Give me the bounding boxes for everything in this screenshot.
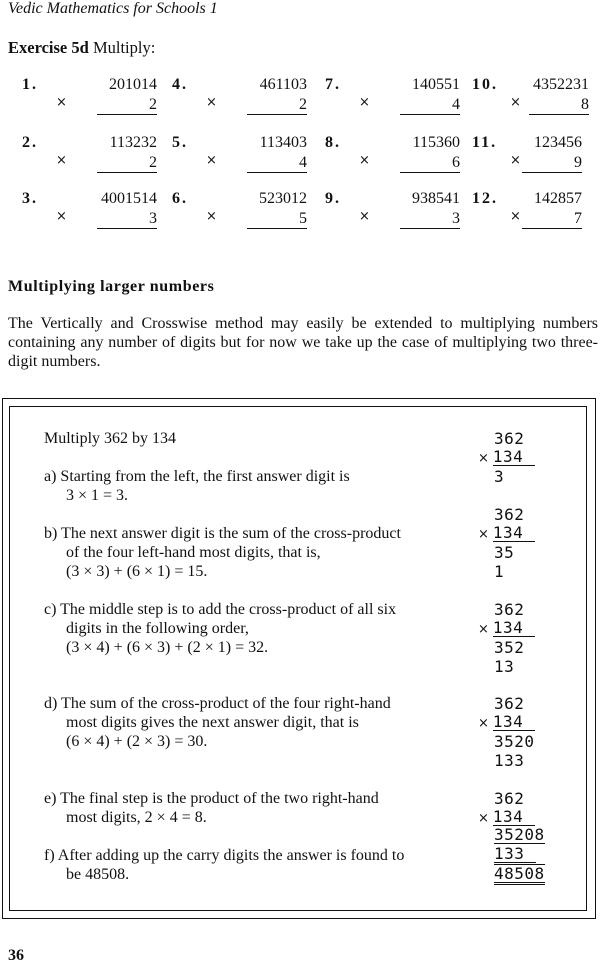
problem-multiplicand: 201014	[109, 76, 157, 93]
times-sign: ×	[359, 95, 370, 110]
problem-multiplicand: 113403	[259, 134, 307, 151]
problem-multiplicand: 4352231	[533, 76, 589, 93]
problem-multiplier: 2	[97, 95, 157, 115]
step-f-line-1: f) After adding up the carry digits the answer is found to	[44, 847, 405, 864]
work-e-result: 35208	[494, 825, 545, 844]
problem-number: 4.	[172, 76, 188, 93]
problem-12	[472, 190, 582, 240]
problem-number: 7.	[325, 76, 341, 93]
step-b-line-2: of the four left-hand most digits, that is,	[66, 544, 321, 561]
times-sign: ×	[478, 451, 489, 466]
times-sign: ×	[478, 716, 489, 731]
problem-3	[22, 190, 157, 240]
times-sign: ×	[206, 209, 217, 224]
work-c-row	[478, 619, 535, 639]
work-c-multiplicand: 362	[494, 600, 525, 619]
times-sign: ×	[206, 95, 217, 110]
problem-multiplicand: 938541	[412, 190, 460, 207]
times-sign: ×	[56, 209, 67, 224]
work-d-multiplier: 134	[493, 713, 535, 731]
exercise-title: Exercise 5d	[8, 38, 89, 57]
problem-7	[325, 76, 460, 126]
step-d-line-2: most digits gives the next answer digit, that is	[66, 714, 359, 731]
exercise-heading	[8, 38, 155, 58]
problem-number: 11.	[472, 134, 498, 151]
example-title: Multiply 362 by 134	[44, 430, 177, 447]
times-sign: ×	[206, 153, 217, 168]
problem-multiplicand: 4001514	[101, 190, 157, 207]
step-b-line-1: b) The next answer digit is the sum of the cross-product	[44, 525, 401, 542]
work-final-answer-wrap	[494, 864, 545, 885]
problem-10	[472, 76, 589, 126]
step-f-line-2: be 48508.	[66, 866, 130, 883]
problem-multiplicand: 142857	[534, 190, 582, 207]
work-d-carry: 133	[494, 751, 525, 770]
work-d-result: 3520	[494, 732, 535, 751]
problem-number: 1.	[22, 76, 38, 93]
work-c-multiplier: 134	[493, 619, 535, 637]
problem-multiplicand: 523012	[259, 190, 307, 207]
problem-9	[325, 190, 460, 240]
problem-multiplier: 4	[247, 153, 307, 173]
problem-multiplier: 4	[400, 95, 460, 115]
times-sign: ×	[510, 209, 521, 224]
work-d-multiplicand: 362	[494, 694, 525, 713]
problem-number: 5.	[172, 134, 188, 151]
work-final-answer: 48508	[494, 864, 545, 883]
problem-4	[172, 76, 307, 126]
step-a-line-1: a) Starting from the left, the first answer digit is	[44, 468, 350, 485]
step-e-line-1: e) The final step is the product of the two right-hand	[44, 790, 379, 807]
work-b-multiplicand: 362	[494, 505, 525, 524]
times-sign: ×	[510, 153, 521, 168]
problem-multiplier: 6	[400, 153, 460, 173]
work-c-carry: 13	[494, 657, 515, 676]
times-sign: ×	[56, 95, 67, 110]
step-d-line-1: d) The sum of the cross-product of the four right-hand	[44, 695, 391, 712]
work-a-multiplicand: 362	[494, 429, 525, 448]
section-heading: Multiplying larger numbers	[8, 278, 215, 295]
problem-2	[22, 134, 157, 184]
step-a-line-2: 3 × 1 = 3.	[66, 487, 129, 504]
times-sign: ×	[510, 95, 521, 110]
problem-multiplier: 7	[522, 209, 582, 229]
problem-number: 6.	[172, 190, 188, 207]
work-e-multiplier: 134	[493, 808, 535, 826]
problem-1	[22, 76, 157, 126]
work-e-result-wrap	[494, 826, 545, 845]
times-sign: ×	[56, 153, 67, 168]
problem-multiplier: 2	[247, 95, 307, 115]
work-a-row	[478, 448, 535, 468]
work-e-carry-wrap	[494, 845, 536, 864]
step-e-line-2: most digits, 2 × 4 = 8.	[66, 809, 207, 826]
work-a-multiplier: 134	[493, 448, 535, 466]
times-sign: ×	[478, 527, 489, 542]
problem-5	[172, 134, 307, 184]
problem-number: 9.	[325, 190, 341, 207]
problem-multiplicand: 123456	[534, 134, 582, 151]
work-b-carry: 1	[494, 562, 505, 581]
work-b-multiplier: 134	[493, 524, 535, 542]
page-number: 36	[8, 947, 24, 964]
problem-multiplicand: 113232	[109, 134, 157, 151]
problem-number: 3.	[22, 190, 38, 207]
problem-multiplier: 9	[522, 153, 582, 173]
work-b-row	[478, 524, 535, 544]
exercise-instruction: Multiply:	[92, 38, 156, 57]
problem-11	[472, 134, 582, 184]
problem-multiplicand: 140551	[412, 76, 460, 93]
problem-6	[172, 190, 307, 240]
work-e-carry: 133	[494, 845, 536, 863]
section-paragraph: The Vertically and Crosswise method may easily be extended to multiplying numbers containing any number of digits but for now we take up the case of multiplying two three-digit numbers.	[8, 315, 598, 370]
times-sign: ×	[478, 811, 489, 826]
step-c-line-2: digits in the following order,	[66, 620, 249, 637]
problem-number: 10.	[472, 76, 498, 93]
work-c-result: 352	[494, 638, 525, 657]
problem-multiplier: 3	[97, 209, 157, 229]
times-sign: ×	[359, 209, 370, 224]
problem-multiplicand: 461103	[259, 76, 307, 93]
step-c-line-1: c) The middle step is to add the cross-product of all six	[44, 601, 397, 618]
problem-multiplier: 8	[529, 95, 589, 115]
running-header: Vedic Mathematics for Schools 1	[8, 0, 218, 17]
problem-multiplier: 5	[247, 209, 307, 229]
problem-multiplier: 2	[97, 153, 157, 173]
step-d-line-3: (6 × 4) + (2 × 3) = 30.	[66, 733, 208, 750]
work-d-row	[478, 713, 535, 733]
problem-number: 12.	[472, 190, 498, 207]
work-b-result: 35	[494, 543, 515, 562]
times-sign: ×	[359, 153, 370, 168]
problem-multiplier: 3	[400, 209, 460, 229]
problem-multiplicand: 115360	[412, 134, 460, 151]
problem-number: 2.	[22, 134, 38, 151]
problem-8	[325, 134, 460, 184]
step-c-line-3: (3 × 4) + (6 × 3) + (2 × 1) = 32.	[66, 639, 269, 656]
step-b-line-3: (3 × 3) + (6 × 1) = 15.	[66, 563, 208, 580]
work-e-multiplicand: 362	[494, 789, 525, 808]
times-sign: ×	[478, 622, 489, 637]
work-a-result: 3	[494, 467, 505, 486]
problem-number: 8.	[325, 134, 341, 151]
